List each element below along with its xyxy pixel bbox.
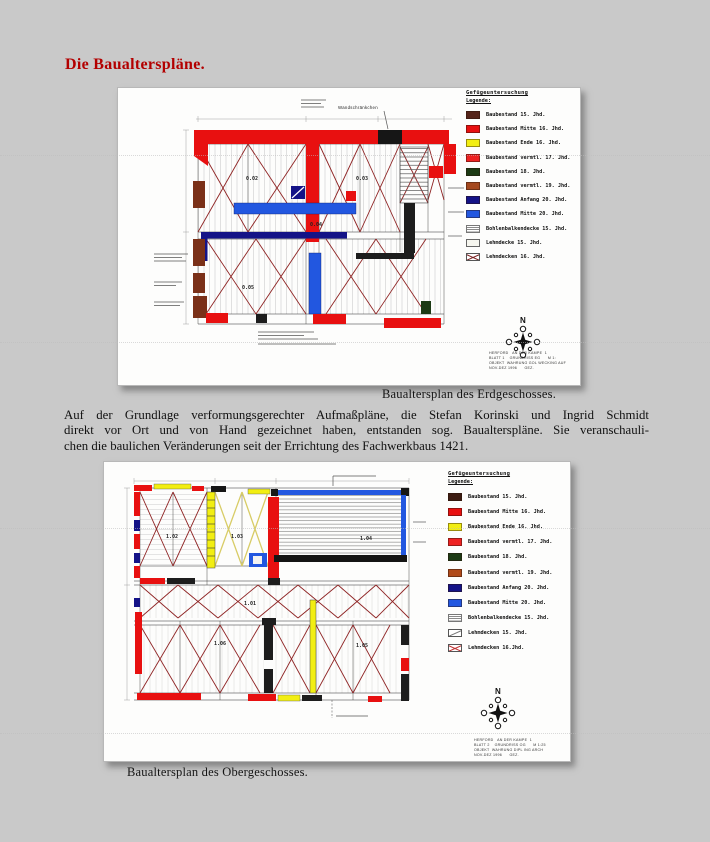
legend-swatch <box>466 125 480 133</box>
legend-item: Baubestand Ende 16. Jhd. <box>448 519 566 534</box>
caption-obergeschoss: Baualtersplan des Obergeschosses. <box>127 765 308 779</box>
legend-item: Lehmdecke 15. Jhd. <box>466 236 584 250</box>
legend-item: Baubestand 15. Jhd. <box>466 108 584 122</box>
legend-swatch <box>466 253 480 261</box>
legend-erdgeschoss <box>466 90 584 264</box>
legend-obergeschoss <box>448 471 566 656</box>
legend-swatch <box>466 168 480 176</box>
legend-item: Baubestand vermtl. 17. Jhd. <box>466 151 584 165</box>
legend-item: Lehmdecken 16. Jhd. <box>466 250 584 264</box>
floorplan-erdgeschoss-drawing <box>136 92 468 372</box>
page-title: Die Baualterspläne. <box>65 56 205 73</box>
legend-item: Bohlenbalkendecke 15. Jhd. <box>448 611 566 626</box>
room-label: 0.02 <box>246 176 259 182</box>
legend-swatch <box>466 210 480 218</box>
legend-swatch <box>448 614 462 622</box>
legend-item: Baubestand Mitte 20. Jhd. <box>448 595 566 610</box>
legend-item: Lehmdecken 15. Jhd. <box>448 626 566 641</box>
legend-item: Baubestand vermtl. 17. Jhd. <box>448 535 566 550</box>
legend-swatch <box>448 493 462 501</box>
compass-rose <box>476 683 520 739</box>
legend-item: Baubestand vermtl. 19. Jhd. <box>448 565 566 580</box>
legend-item: Baubestand Mitte 16. Jhd. <box>448 504 566 519</box>
legend-swatch <box>466 139 480 147</box>
room-label: 0.04 <box>310 222 323 228</box>
legend-swatch <box>448 508 462 516</box>
legend-swatch <box>466 111 480 119</box>
compass-n-label: N <box>495 687 501 696</box>
legend-swatch <box>448 569 462 577</box>
legend-item: Baubestand Mitte 20. Jhd. <box>466 207 584 221</box>
legend-swatch <box>448 523 462 531</box>
legend-swatch <box>448 538 462 546</box>
room-label: 1.01 <box>244 601 257 607</box>
legend-swatch <box>448 644 462 652</box>
legend-item: Baubestand Anfang 20. Jhd. <box>466 193 584 207</box>
room-label: 0.05 <box>242 285 255 291</box>
legend-swatch <box>466 239 480 247</box>
room-label: 1.05 <box>356 643 369 649</box>
legend-item: Baubestand 18. Jhd. <box>466 165 584 179</box>
legend-item: Lehmdecken 16.Jhd. <box>448 641 566 656</box>
legend-subheader: Legende: <box>466 98 491 104</box>
body-paragraph: Auf der Grundlage verformungsgerechter Aufmaßpläne, die Stefan Korinski und Ingrid Schmidt direkt vor Ort und von Hand gezeichnet haben, entstanden sog. Baualterspläne. Sie veranschauli- chen die baulichen Veränderungen seit der Errichtung des Fachwerkbaus 1421. <box>64 408 649 453</box>
titleblock-obergeschoss: HERFORD AN DER KAMPE 1 BLATT 2 GRUNDRISS OG M 1:25 OBJEKT WAHRUNG DIPL ING ARCH NOV-DEZ 1996 GEZ. <box>474 738 546 757</box>
legend-swatch <box>448 553 462 561</box>
legend-swatch <box>466 154 480 162</box>
legend-swatch <box>448 584 462 592</box>
legend-item: Baubestand 18. Jhd. <box>448 550 566 565</box>
room-label: 0.03 <box>356 176 369 182</box>
floorplan-obergeschoss-drawing <box>118 472 430 724</box>
legend-header: Gefügeuntersuchung <box>448 471 511 477</box>
legend-header: Gefügeuntersuchung <box>466 90 529 96</box>
legend-item: Baubestand Mitte 16. Jhd. <box>466 122 584 136</box>
legend-swatch <box>448 629 462 637</box>
legend-swatch <box>466 225 480 233</box>
room-label: 1.06 <box>214 641 227 647</box>
legend-item: Bohlenbalkendecke 15. Jhd. <box>466 222 584 236</box>
room-label: 1.02 <box>166 534 179 540</box>
legend-item: Baubestand vermtl. 19. Jhd. <box>466 179 584 193</box>
titleblock-erdgeschoss: HERFORD AN DER KAMPE 1 BLATT 1 GRUNDRISS EG M 1: OBJEKT WAHRUNG GOL WECKING AUF NOV-DEZ 1996 GEZ. <box>489 351 567 370</box>
room-label: 1.03 <box>231 534 244 540</box>
scan-sheet-obergeschoss <box>103 461 571 762</box>
legend-item: Baubestand Ende 16. Jhd. <box>466 136 584 150</box>
legend-subheader: Legende: <box>448 479 473 485</box>
caption-erdgeschoss: Baualtersplan des Erdgeschosses. <box>382 387 557 401</box>
compass-n-label: N <box>520 316 526 325</box>
legend-item: Baubestand 15. Jhd. <box>448 489 566 504</box>
legend-swatch <box>466 196 480 204</box>
scan-sheet-erdgeschoss <box>117 87 581 386</box>
plan-annotation-wandschraenkchen: Wandschränkchen <box>338 105 378 110</box>
legend-item: Baubestand Anfang 20. Jhd. <box>448 580 566 595</box>
legend-swatch <box>448 599 462 607</box>
room-label: 1.04 <box>360 536 373 542</box>
legend-swatch <box>466 182 480 190</box>
